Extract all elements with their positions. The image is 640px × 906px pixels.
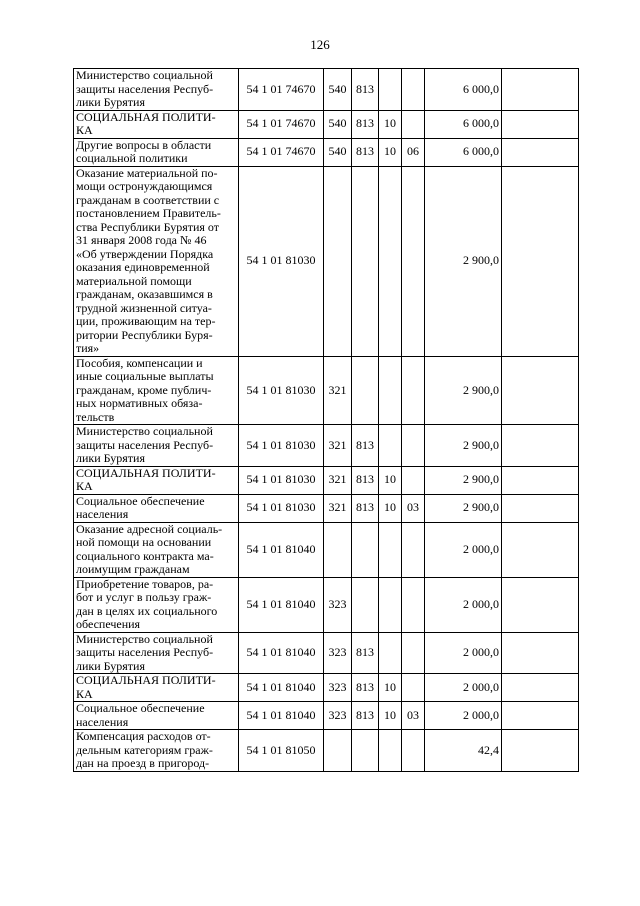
row-name-cell [74,69,239,111]
row-amount-cell-text: 2 000,0 [463,541,499,556]
row-section-cell-text: 10 [384,116,396,131]
row-ministry-cell [352,702,379,730]
table-row [74,522,579,577]
row-section-cell-text: 10 [384,472,396,487]
table-row [74,166,579,356]
row-subsection-cell [402,494,425,522]
row-section-cell [379,494,402,522]
row-section-cell [379,466,402,494]
row-code-cell-text: 54 1 01 81030 [246,437,316,452]
row-name-cell-text: Другие вопросы в области социальной политики [76,137,212,165]
row-section-cell [379,166,402,356]
row-expense-type-cell-text: 323 [328,596,347,611]
row-ministry-cell-text: 813 [356,81,374,96]
row-code-cell [239,702,324,730]
row-expense-type-cell-text: 321 [328,437,347,452]
row-name-cell [74,577,239,632]
row-section-cell [379,632,402,674]
row-expense-type-cell [324,522,352,577]
row-section-cell [379,674,402,702]
table-row [74,356,579,425]
row-section-cell-text: 10 [384,707,396,722]
row-name-cell [74,674,239,702]
row-code-cell [239,110,324,138]
row-amount-cell-text: 2 900,0 [463,437,499,452]
row-ministry-cell [352,494,379,522]
row-section-cell [379,110,402,138]
table-row [74,466,579,494]
row-name-cell-text: Оказание адресной социаль- ной помощи на основании социального контракта ма- лоимущим гражданам [76,521,223,576]
table-row [74,674,579,702]
row-expense-type-cell-text: 321 [328,500,347,515]
row-code-cell-text: 54 1 01 74670 [246,116,316,131]
row-expense-type-cell [324,69,352,111]
row-section-cell-text: 10 [384,500,396,515]
row-subsection-cell [402,356,425,425]
row-code-cell-text: 54 1 01 81030 [246,500,316,515]
row-empty-cell [502,356,579,425]
row-subsection-cell [402,466,425,494]
row-subsection-cell [402,577,425,632]
row-empty-cell [502,632,579,674]
table-row [74,730,579,772]
row-subsection-cell [402,69,425,111]
table-row [74,702,579,730]
row-name-cell [74,138,239,166]
row-ministry-cell-text: 813 [356,679,374,694]
row-amount-cell [425,632,502,674]
row-ministry-cell-text: 813 [356,116,374,131]
row-name-cell-text: СОЦИАЛЬНАЯ ПОЛИТИ- КА [76,109,216,137]
row-code-cell [239,425,324,467]
row-expense-type-cell [324,110,352,138]
row-name-cell-text: Компенсация расходов от- дельным категориям граж- дан на проезд в пригород- [76,729,213,770]
table-row [74,632,579,674]
budget-table [73,68,579,772]
row-empty-cell [502,494,579,522]
row-ministry-cell [352,577,379,632]
row-amount-cell [425,466,502,494]
row-section-cell [379,356,402,425]
row-expense-type-cell [324,356,352,425]
row-code-cell-text: 54 1 01 74670 [246,144,316,159]
row-name-cell [74,356,239,425]
row-empty-cell [502,577,579,632]
row-code-cell [239,166,324,356]
row-ministry-cell [352,632,379,674]
row-code-cell [239,632,324,674]
row-amount-cell [425,356,502,425]
row-ministry-cell [352,138,379,166]
row-code-cell-text: 54 1 01 81050 [246,742,316,757]
row-ministry-cell [352,425,379,467]
row-code-cell [239,577,324,632]
row-empty-cell [502,166,579,356]
row-section-cell [379,702,402,730]
row-expense-type-cell [324,166,352,356]
row-empty-cell [502,466,579,494]
row-expense-type-cell [324,466,352,494]
row-expense-type-cell [324,138,352,166]
table-row [74,138,579,166]
row-code-cell-text: 54 1 01 74670 [246,81,316,96]
row-ministry-cell-text: 813 [356,472,374,487]
row-subsection-cell [402,110,425,138]
row-code-cell [239,730,324,772]
row-section-cell [379,577,402,632]
row-code-cell-text: 54 1 01 81040 [246,596,316,611]
row-name-cell [74,466,239,494]
row-amount-cell-text: 2 000,0 [463,645,499,659]
row-empty-cell [502,110,579,138]
row-amount-cell [425,674,502,702]
row-amount-cell-text: 2 900,0 [463,500,499,515]
row-empty-cell [502,730,579,772]
row-section-cell [379,522,402,577]
row-section-cell-text: 10 [384,679,396,694]
row-code-cell [239,466,324,494]
row-expense-type-cell [324,730,352,772]
row-code-cell [239,494,324,522]
row-empty-cell [502,69,579,111]
row-code-cell [239,522,324,577]
row-amount-cell-text: 2 900,0 [463,253,499,268]
row-amount-cell [425,577,502,632]
row-expense-type-cell-text: 321 [328,382,347,397]
row-code-cell-text: 54 1 01 81040 [246,707,316,722]
row-code-cell-text: 54 1 01 81030 [246,253,316,268]
row-ministry-cell [352,110,379,138]
row-code-cell-text: 54 1 01 81040 [246,679,316,694]
row-subsection-cell [402,138,425,166]
row-empty-cell [502,674,579,702]
row-code-cell [239,356,324,425]
row-ministry-cell [352,356,379,425]
row-name-cell [74,702,239,730]
row-name-cell-text: Министерство социальной защиты населения Респуб- лики Бурятия [76,68,214,109]
row-expense-type-cell [324,577,352,632]
row-expense-type-cell-text: 323 [328,645,347,659]
row-subsection-cell [402,730,425,772]
row-amount-cell [425,166,502,356]
row-code-cell-text: 54 1 01 81030 [246,472,316,487]
row-amount-cell-text: 6 000,0 [463,144,499,159]
row-ministry-cell [352,674,379,702]
page-number: 126 [310,37,330,52]
budget-table-body [74,69,579,772]
row-name-cell-text: Социальное обеспечение населения [76,493,205,521]
row-empty-cell [502,702,579,730]
row-section-cell [379,69,402,111]
row-expense-type-cell [324,702,352,730]
row-subsection-cell [402,425,425,467]
table-row [74,494,579,522]
row-expense-type-cell-text: 540 [328,144,347,159]
row-amount-cell-text: 6 000,0 [463,81,499,96]
table-row [74,577,579,632]
row-name-cell-text: СОЦИАЛЬНАЯ ПОЛИТИ- КА [76,465,216,493]
row-name-cell-text: Приобретение товаров, ра- бот и услуг в пользу граж- дан в целях их социального обеспечения [76,576,218,631]
row-amount-cell [425,138,502,166]
row-expense-type-cell [324,425,352,467]
row-expense-type-cell-text: 540 [328,116,347,131]
row-amount-cell-text: 2 000,0 [463,679,499,694]
row-expense-type-cell [324,674,352,702]
row-subsection-cell-text: 03 [407,707,419,722]
row-code-cell [239,69,324,111]
row-ministry-cell-text: 813 [356,437,374,452]
row-amount-cell [425,494,502,522]
row-section-cell [379,138,402,166]
row-expense-type-cell-text: 323 [328,707,347,722]
row-code-cell [239,138,324,166]
row-section-cell-text: 10 [384,144,396,159]
row-expense-type-cell [324,632,352,674]
row-empty-cell [502,138,579,166]
row-amount-cell [425,69,502,111]
row-name-cell [74,632,239,674]
row-name-cell-text: Министерство социальной защиты населения Респуб- лики Бурятия [76,424,214,465]
table-row [74,110,579,138]
row-name-cell [74,166,239,356]
row-name-cell-text: Пособия, компенсации и иные социальные выплаты гражданам, кроме публич- ных нормативных обяза- тельств [76,355,214,424]
row-code-cell-text: 54 1 01 81040 [246,541,316,556]
row-subsection-cell [402,674,425,702]
row-code-cell [239,674,324,702]
row-subsection-cell [402,632,425,674]
row-amount-cell [425,702,502,730]
row-ministry-cell [352,166,379,356]
row-ministry-cell [352,522,379,577]
row-subsection-cell [402,522,425,577]
row-code-cell-text: 54 1 01 81030 [246,382,316,397]
row-amount-cell [425,110,502,138]
row-amount-cell-text: 2 900,0 [463,472,499,487]
row-subsection-cell-text: 06 [407,144,419,159]
row-ministry-cell-text: 813 [356,707,374,722]
row-amount-cell-text: 2 000,0 [463,707,499,722]
row-name-cell-text: СОЦИАЛЬНАЯ ПОЛИТИ- КА [76,673,216,701]
row-empty-cell [502,522,579,577]
row-name-cell [74,730,239,772]
row-code-cell-text: 54 1 01 81040 [246,645,316,659]
row-name-cell-text: Социальное обеспечение населения [76,701,205,729]
row-empty-cell [502,425,579,467]
row-amount-cell-text: 2 000,0 [463,596,499,611]
row-subsection-cell [402,166,425,356]
row-amount-cell-text: 42,4 [478,742,499,757]
row-subsection-cell-text: 03 [407,500,419,515]
row-expense-type-cell-text: 323 [328,679,347,694]
row-name-cell [74,110,239,138]
table-row [74,69,579,111]
row-amount-cell-text: 2 900,0 [463,382,499,397]
row-ministry-cell-text: 813 [356,144,374,159]
row-amount-cell [425,522,502,577]
row-ministry-cell [352,466,379,494]
row-ministry-cell [352,730,379,772]
row-name-cell [74,522,239,577]
row-expense-type-cell-text: 540 [328,81,347,96]
row-section-cell [379,425,402,467]
row-ministry-cell [352,69,379,111]
row-amount-cell-text: 6 000,0 [463,116,499,131]
row-amount-cell [425,730,502,772]
table-row [74,425,579,467]
row-expense-type-cell [324,494,352,522]
row-expense-type-cell-text: 321 [328,472,347,487]
row-section-cell [379,730,402,772]
row-name-cell-text: Министерство социальной защиты населения Респуб- лики Бурятия [76,631,214,673]
row-ministry-cell-text: 813 [356,500,374,515]
row-ministry-cell-text: 813 [356,645,374,659]
row-amount-cell [425,425,502,467]
row-subsection-cell [402,702,425,730]
row-name-cell-text: Оказание материальной по- мощи остронуждающимся гражданам в соответствии с постановлением Правитель- ства Республики Бурятия от 31 января 2008 года № 46 «Об утверждении Порядка оказания единовременной материальной помощи гражданам, оказавшимся в трудной жизненной ситуа- ции, проживающим на тер- ритории Республики Буря- тия» [76,165,221,355]
row-name-cell [74,494,239,522]
row-name-cell [74,425,239,467]
